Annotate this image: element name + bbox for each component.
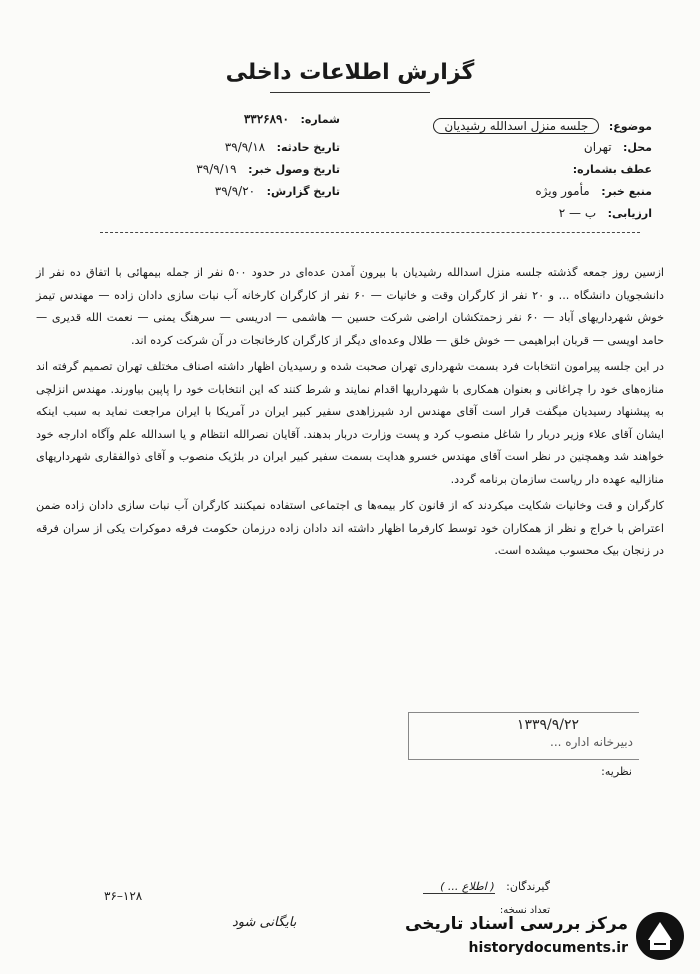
subject-value: جلسه منزل اسدالله رشیدیان	[433, 118, 599, 134]
event-date-value: ۳۹/۹/۱۸	[224, 140, 266, 154]
number-label: شماره:	[300, 113, 340, 126]
subject-label: موضوع:	[608, 120, 652, 133]
report-date-row	[215, 184, 340, 198]
recipients-label: گیرندگان:	[506, 880, 550, 893]
event-date-label: تاریخ حادثه:	[276, 141, 340, 154]
opinion-label: نظریه:	[601, 765, 632, 778]
subject-row	[433, 118, 652, 134]
evaluation-row	[559, 206, 652, 220]
stamp-date: ۱۳۳۹/۹/۲۲	[516, 717, 579, 733]
report-date-label: تاریخ گزارش:	[266, 185, 340, 198]
source-value: مأمور ویژه	[535, 184, 590, 198]
evaluation-label: ارزیابی:	[607, 207, 652, 220]
source-row	[535, 184, 652, 198]
number-row	[244, 112, 340, 126]
copies-label: تعداد نسخه:	[499, 905, 550, 916]
recipients-row	[423, 880, 550, 894]
receipt-date-label: تاریخ وصول خبر:	[248, 163, 340, 176]
archive-note: بایگانی شود	[232, 915, 297, 930]
reference-row	[573, 163, 652, 176]
location-label: محل:	[623, 141, 652, 154]
recipients-value: ( اطلاع ... )	[423, 880, 495, 894]
receipt-stamp	[408, 712, 639, 760]
body-paragraph-3: کارگران و قت وخانیات شکایت میکردند که از قانون کار بیمه‌ها ی اجتماعی استفاده نمیکنند کارگران آب نبات سازی دادان زاده ضمن اعتراض با خراج و نظر از همکاران خود توسط کارفرما اظهار داشته اند دادان زاده درزمان حکومت فرقه دموکرات یکی از سران فرقه در زنجان بیک محسوب میشده است.	[36, 499, 664, 557]
reference-label: عطف بشماره:	[572, 163, 652, 176]
report-title: گزارش اطلاعات داخلی	[225, 60, 475, 85]
evaluation-value: ب — ۲	[558, 206, 597, 220]
body-paragraph-2: در این جلسه پیرامون انتخابات فرد بسمت شهرداری تهران صحبت شده و رسیدیان اظهار داشته اصناف مختلف تهران تصمیم گرفته اند منازه‌های خود را چراغانی و بعنوان همکاری با شهرداریها اقدام نمایند و شرط کنند که این انتخابات خود را پاپین بیاورند. مهندس انزلچی به پیشنهاد رسیدیان میگفت قرار است آقای مهندس ارد شیرزاهدی سفیر کبیر ایران در آمریکا با ایران مراجعت نماید به سبب اینکه ایشان آقای علاء وزیر دربار را شاغل منصوب کرد و پست وزارت دربار بدهند. آقایان نصرالله انتظام و یا اسدالله علم وآگاه ادارجه خود خواهند شد وهمچنین در نظر است آقای مهندس خسرو هدایت بسمت سفیر کبیر ایران در بلژیک منصوب و آقای ذوالفقاری شهرداریهای منازالیه عهده دار ریاست سازمان برنامه گردد.	[36, 360, 664, 486]
watermark	[402, 908, 692, 964]
archive-logo-icon	[634, 910, 686, 962]
stamp-label: دبیرخانه اداره ...	[550, 735, 633, 749]
watermark-title: مرکز بررسی اسناد تاریخی	[405, 914, 628, 934]
receipt-date-row	[196, 162, 340, 176]
report-date-value: ۳۹/۹/۲۰	[214, 184, 256, 198]
location-row	[584, 140, 652, 154]
body-paragraph-1: ازسین روز جمعه گذشته جلسه منزل اسدالله رشیدیان با بیرون آمدن عده‌ای در حدود ۵۰۰ نفر از جمله بیمهائی با اتفاق ده نفر از دانشجویان دانشگاه ... و ۲۰ نفر از کارگران وقت و خانیات — ۶۰ نفر از کارگران کارخانه آب نبات سازی دادان زاده — مهندس تیمز خوش شهرداریهای آباد — ۶۰ نفر زحمتکشان اراضی شرکت حسین — هاشمی — ادریسی — سرهنگ یمنی — نعمت الله قدیری — حامد اویسی — قربان ابراهیمی — خوش خلق — طلال وعده‌ای دیگر از کارگران کارخانجات در آن شرکت کرده اند.	[36, 266, 664, 347]
title-underline	[270, 92, 430, 93]
location-value: تهران	[583, 140, 612, 154]
watermark-url: historydocuments.ir	[468, 940, 628, 956]
source-label: منبع خبر:	[601, 185, 652, 198]
number-value: ۳۳۲۶۸۹۰	[243, 112, 289, 126]
header-separator	[100, 232, 640, 233]
archive-code: ۱۲۸–۳۶	[104, 889, 143, 903]
receipt-date-value: ۳۹/۹/۱۹	[196, 162, 237, 176]
report-body	[36, 262, 664, 567]
event-date-row	[225, 140, 340, 154]
